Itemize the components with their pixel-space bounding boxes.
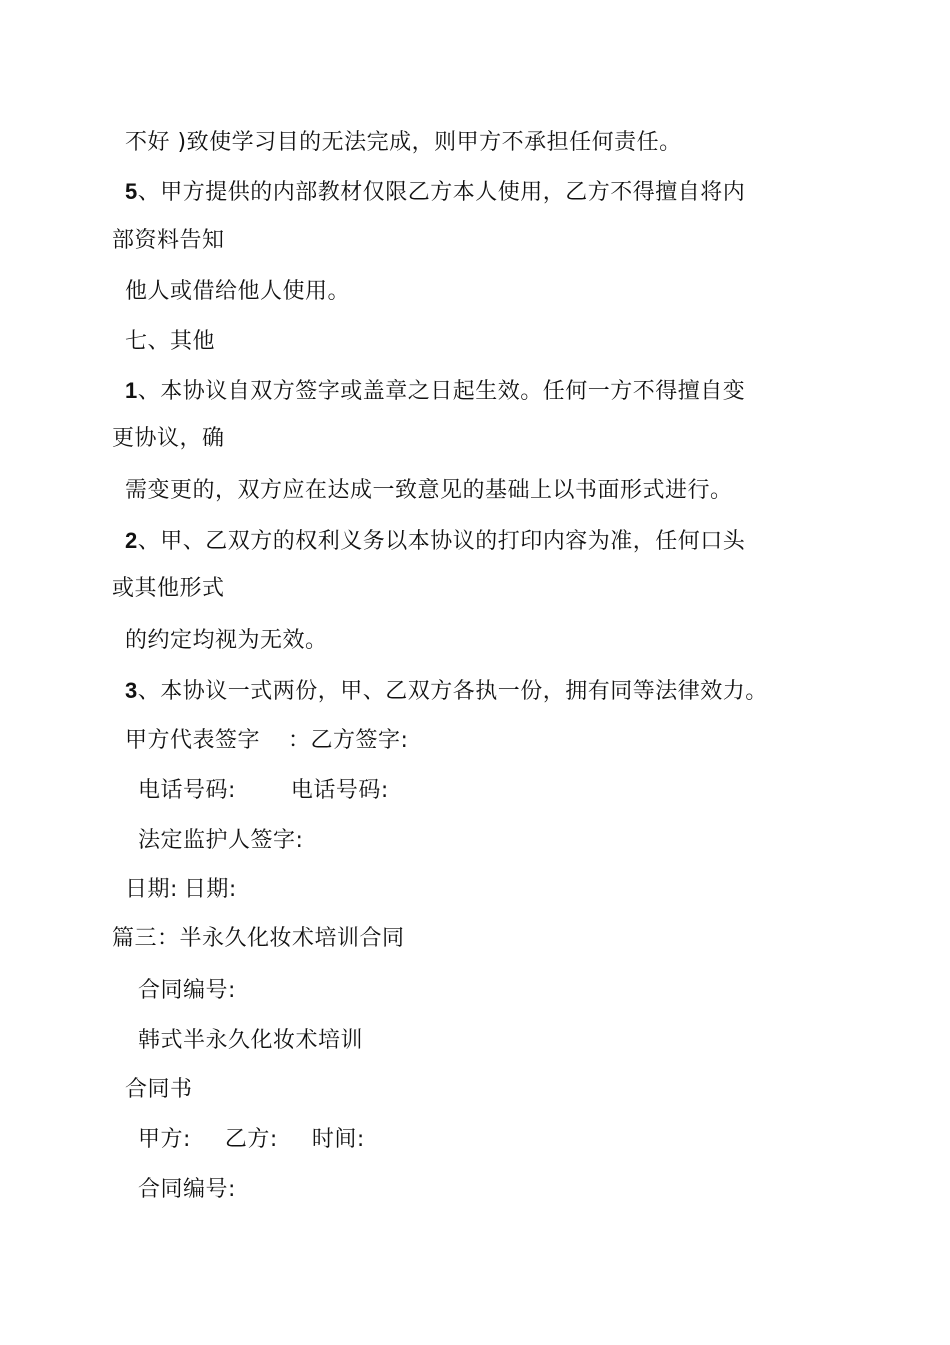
contract-number-label: 合同编号: (138, 978, 236, 1003)
clause-5-line (125, 178, 745, 207)
party-a-sign-label: 甲方代表签字 (125, 728, 261, 753)
paragraph-line (125, 477, 733, 505)
paragraph-text: 或其他形式 (112, 576, 225, 601)
clause-number: 1 (125, 378, 138, 403)
clause-text: 、本协议一式两份，甲、乙双方各执一份，拥有同等法律效力。 (137, 679, 768, 704)
clause-1-line (125, 377, 745, 406)
party-b-label: 乙方: (224, 1127, 278, 1152)
paragraph-text: 的约定均视为无效。 (125, 628, 328, 653)
paragraph-line (125, 278, 350, 306)
paragraph-text: 需变更的，双方应在达成一致意见的基础上以书面形式进行。 (125, 478, 733, 503)
clause-text: 、甲、乙双方的权利义务以本协议的打印内容为准，任何口头 (137, 529, 746, 554)
date-label-a: 日期: (125, 877, 178, 902)
clause-3-line (125, 677, 768, 706)
paragraph-text: 部资料告知 (112, 228, 225, 253)
paragraph-line (125, 129, 682, 157)
date-line (125, 876, 237, 904)
paragraph-line (112, 575, 225, 603)
clause-text: 、甲方提供的内部教材仅限乙方本人使用，乙方不得擅自将内 (137, 180, 746, 205)
clause-number: 2 (125, 528, 138, 553)
paragraph-line (112, 227, 225, 255)
chapter-title (112, 925, 405, 953)
signature-line (125, 727, 408, 755)
section-title-text: 七、其他 (125, 329, 216, 354)
paragraph-line (112, 425, 225, 453)
contract-number-line (138, 1176, 236, 1204)
date-label-b: 日期: (183, 877, 237, 902)
party-a-label: 甲方: (138, 1127, 191, 1152)
party-a-phone-label: 电话号码: (138, 778, 236, 803)
chapter-title-text: 篇三：半永久化妆术培训合同 (112, 926, 405, 951)
party-b-phone-label: 电话号码: (290, 778, 389, 803)
colon: ： (288, 728, 311, 753)
clause-number: 5 (125, 179, 138, 204)
contract-number-label: 合同编号: (138, 1177, 236, 1202)
party-b-sign-label: 乙方签字: (310, 728, 409, 753)
contract-heading (138, 1027, 363, 1055)
paragraph-text: 他人或借给他人使用。 (125, 279, 351, 304)
contract-book-text: 合同书 (125, 1077, 193, 1102)
time-label: 时间: (311, 1127, 365, 1152)
contract-book-line (125, 1076, 193, 1104)
clause-number: 3 (125, 678, 138, 703)
section-title (125, 328, 215, 356)
paragraph-text: 不好 )致使学习目的无法完成，则甲方不承担任何责任。 (125, 130, 682, 155)
parties-line (138, 1126, 365, 1154)
guardian-sign-label: 法定监护人签字: (138, 828, 304, 853)
contract-number-line (138, 977, 236, 1005)
paragraph-line (125, 627, 328, 655)
phone-line (138, 777, 389, 805)
clause-text: 、本协议自双方签字或盖章之日起生效。任何一方不得擅自变 (137, 379, 746, 404)
paragraph-text: 更协议，确 (112, 426, 225, 451)
guardian-line (138, 827, 303, 855)
contract-heading-text: 韩式半永久化妆术培训 (138, 1028, 364, 1053)
clause-2-line (125, 527, 745, 556)
